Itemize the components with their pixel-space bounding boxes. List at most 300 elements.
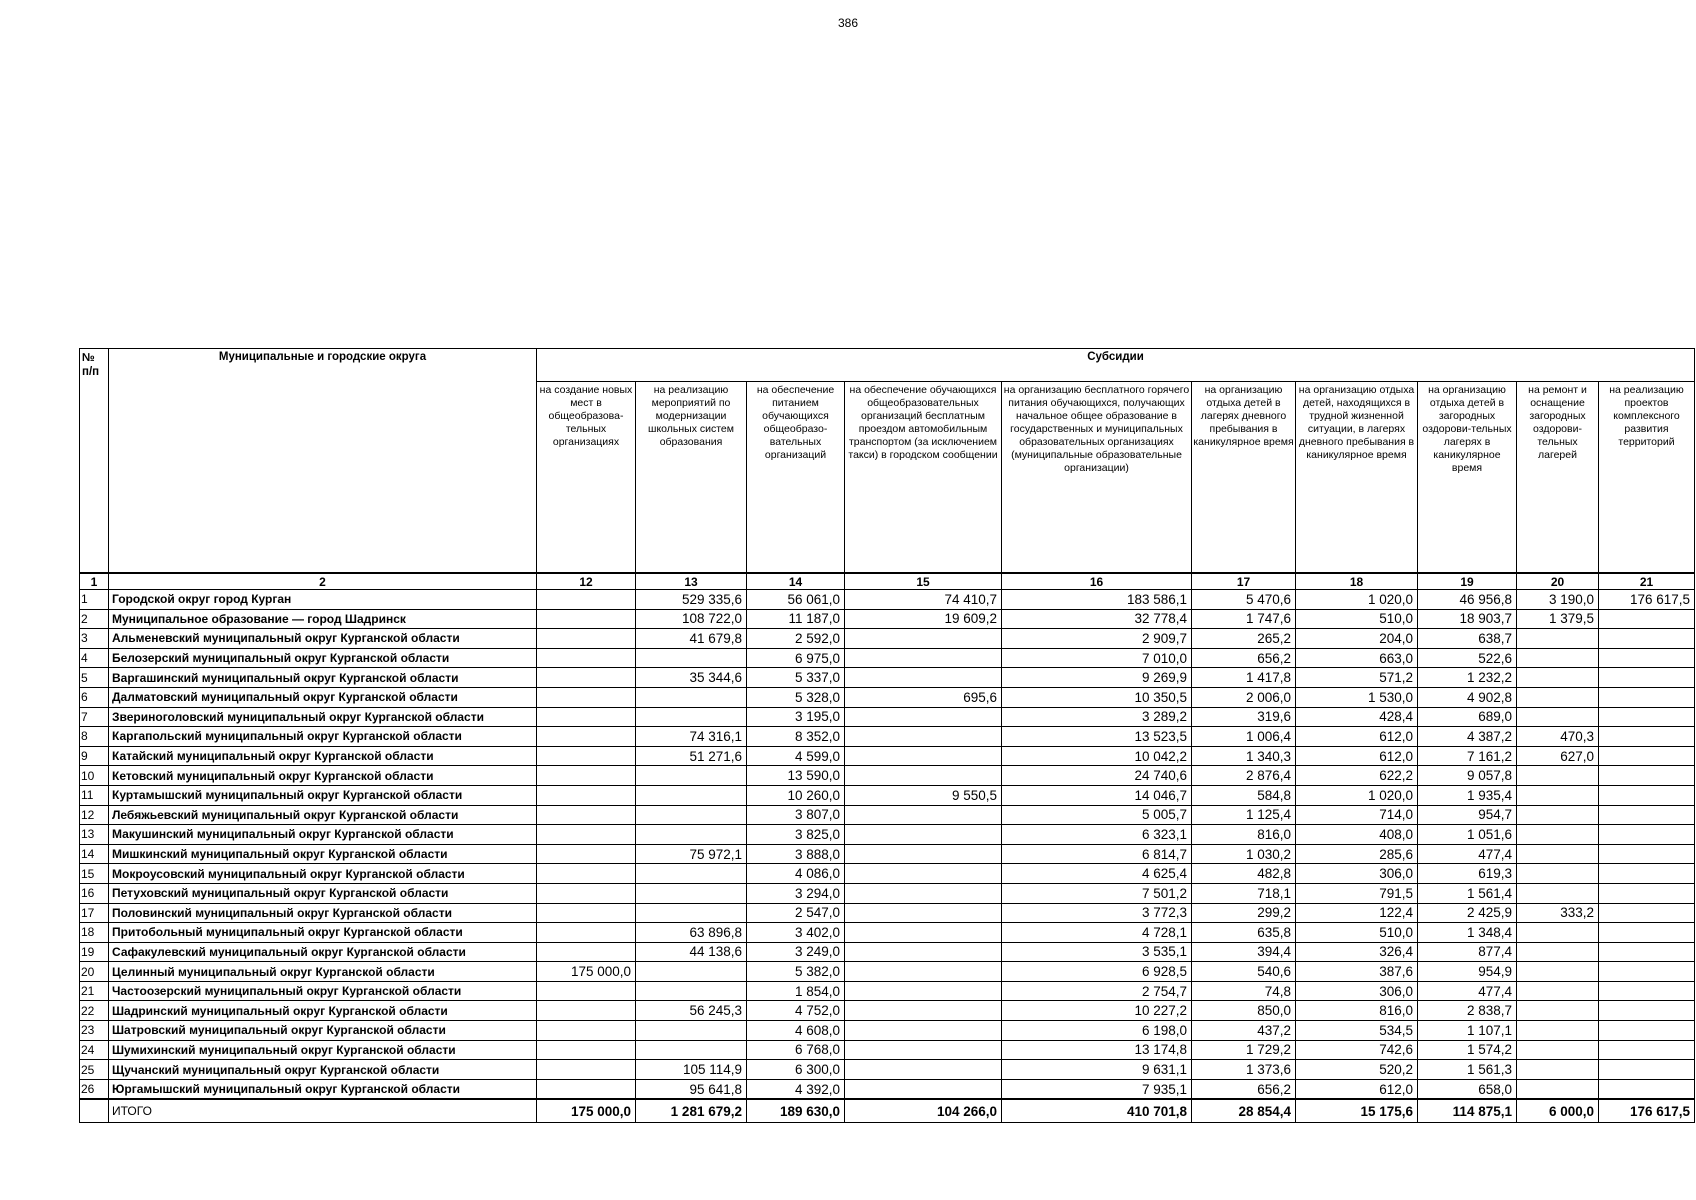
value-cell: 35 344,6 (636, 668, 747, 688)
row-index: 6 (80, 687, 109, 707)
column-description: на организацию отдыха детей, находящихся в трудной жизненной ситуации, в лагерях дневного пребывания в каникулярное время (1296, 382, 1418, 574)
value-cell: 482,8 (1192, 864, 1296, 884)
value-cell: 74 316,1 (636, 727, 747, 747)
value-cell: 1 935,4 (1418, 785, 1517, 805)
value-cell: 7 010,0 (1002, 648, 1192, 668)
column-numbers-row (80, 573, 1695, 590)
value-cell (1599, 629, 1695, 649)
value-cell: 5 005,7 (1002, 805, 1192, 825)
value-cell: 619,3 (1418, 864, 1517, 884)
value-cell: 13 523,5 (1002, 727, 1192, 747)
total-label: ИТОГО (109, 1099, 537, 1123)
value-cell (1517, 805, 1599, 825)
district-name: Кетовский муниципальный округ Курганской области (109, 766, 537, 786)
row-index: 5 (80, 668, 109, 688)
column-description: на организацию бесплатного горячего питания обучающихся, получающих начальное общее образование в государственных и муниципальных образовательных организациях (муниципальные образовательные организации) (1002, 382, 1192, 574)
column-number: 2 (109, 573, 537, 590)
value-cell: 4 728,1 (1002, 923, 1192, 943)
value-cell (1517, 942, 1599, 962)
value-cell (537, 1060, 636, 1080)
district-name: Юргамышский муниципальный округ Курганской области (109, 1079, 537, 1099)
value-cell (636, 687, 747, 707)
column-number: 1 (80, 573, 109, 590)
value-cell (636, 883, 747, 903)
value-cell: 2 909,7 (1002, 629, 1192, 649)
value-cell: 816,0 (1296, 1001, 1418, 1021)
table-row (80, 648, 1695, 668)
subsidies-table-container (79, 348, 1695, 1123)
value-cell: 622,2 (1296, 766, 1418, 786)
column-number: 19 (1418, 573, 1517, 590)
value-cell (1599, 707, 1695, 727)
district-name: Белозерский муниципальный округ Курганской области (109, 648, 537, 668)
value-cell (1599, 825, 1695, 845)
value-cell: 850,0 (1192, 1001, 1296, 1021)
total-value: 114 875,1 (1418, 1099, 1517, 1123)
value-cell: 3 195,0 (747, 707, 845, 727)
value-cell: 1 561,3 (1418, 1060, 1517, 1080)
value-cell (1517, 844, 1599, 864)
subsidies-table (79, 348, 1695, 1123)
page-number: 386 (837, 16, 859, 30)
value-cell: 7 161,2 (1418, 746, 1517, 766)
value-cell: 2 547,0 (747, 903, 845, 923)
value-cell: 63 896,8 (636, 923, 747, 943)
value-cell: 534,5 (1296, 1021, 1418, 1041)
column-description: на создание новых мест в общеобразова-тельных организациях (537, 382, 636, 574)
value-cell: 658,0 (1418, 1079, 1517, 1099)
table-row (80, 942, 1695, 962)
total-value: 28 854,4 (1192, 1099, 1296, 1123)
value-cell (1599, 1021, 1695, 1041)
table-row (80, 805, 1695, 825)
value-cell: 612,0 (1296, 746, 1418, 766)
value-cell (537, 785, 636, 805)
value-cell (845, 766, 1002, 786)
value-cell: 1 125,4 (1192, 805, 1296, 825)
table-row (80, 746, 1695, 766)
value-cell (845, 707, 1002, 727)
table-row (80, 785, 1695, 805)
total-value: 176 617,5 (1599, 1099, 1695, 1123)
column-description: на организацию отдыха детей в лагерях дневного пребывания в каникулярное время (1192, 382, 1296, 574)
value-cell (1599, 648, 1695, 668)
column-number: 18 (1296, 573, 1418, 590)
value-cell: 5 328,0 (747, 687, 845, 707)
value-cell: 6 323,1 (1002, 825, 1192, 845)
value-cell (1517, 668, 1599, 688)
column-number: 21 (1599, 573, 1695, 590)
value-cell: 18 903,7 (1418, 609, 1517, 629)
district-name: Шадринский муниципальный округ Курганской области (109, 1001, 537, 1021)
value-cell: 1 574,2 (1418, 1040, 1517, 1060)
value-cell (537, 1079, 636, 1099)
total-value: 189 630,0 (747, 1099, 845, 1123)
row-index: 12 (80, 805, 109, 825)
value-cell (537, 883, 636, 903)
value-cell: 627,0 (1517, 746, 1599, 766)
value-cell (1599, 727, 1695, 747)
value-cell (845, 668, 1002, 688)
value-cell: 714,0 (1296, 805, 1418, 825)
value-cell (1599, 883, 1695, 903)
value-cell: 7 501,2 (1002, 883, 1192, 903)
column-description: на реализацию мероприятий по модернизации школьных систем образования (636, 382, 747, 574)
district-name: Звериноголовский муниципальный округ Курганской области (109, 707, 537, 727)
value-cell: 816,0 (1192, 825, 1296, 845)
row-index: 3 (80, 629, 109, 649)
value-cell: 4 902,8 (1418, 687, 1517, 707)
total-value: 410 701,8 (1002, 1099, 1192, 1123)
value-cell: 11 187,0 (747, 609, 845, 629)
value-cell: 3 535,1 (1002, 942, 1192, 962)
value-cell (537, 825, 636, 845)
value-cell: 285,6 (1296, 844, 1418, 864)
value-cell (845, 648, 1002, 668)
num-header: № п/п (80, 349, 109, 574)
value-cell (1599, 609, 1695, 629)
column-description: на организацию отдыха детей в загородных оздорови-тельных лагерях в каникулярное время (1418, 382, 1517, 574)
district-name: Каргапольский муниципальный округ Курганской области (109, 727, 537, 747)
value-cell (1599, 687, 1695, 707)
value-cell: 2 006,0 (1192, 687, 1296, 707)
district-name: Далматовский муниципальный округ Курганской области (109, 687, 537, 707)
value-cell (537, 805, 636, 825)
value-cell: 32 778,4 (1002, 609, 1192, 629)
value-cell: 3 772,3 (1002, 903, 1192, 923)
value-cell: 1 561,4 (1418, 883, 1517, 903)
value-cell (537, 687, 636, 707)
table-row (80, 687, 1695, 707)
value-cell: 10 227,2 (1002, 1001, 1192, 1021)
value-cell: 6 300,0 (747, 1060, 845, 1080)
value-cell (845, 883, 1002, 903)
value-cell: 522,6 (1418, 648, 1517, 668)
total-value: 15 175,6 (1296, 1099, 1418, 1123)
value-cell (1517, 766, 1599, 786)
value-cell: 19 609,2 (845, 609, 1002, 629)
table-row (80, 825, 1695, 845)
value-cell: 1 530,0 (1296, 687, 1418, 707)
table-row (80, 864, 1695, 884)
value-cell (537, 1021, 636, 1041)
value-cell: 14 046,7 (1002, 785, 1192, 805)
value-cell (1599, 942, 1695, 962)
value-cell (537, 923, 636, 943)
value-cell (636, 825, 747, 845)
row-index: 7 (80, 707, 109, 727)
table-row (80, 707, 1695, 727)
value-cell: 3 289,2 (1002, 707, 1192, 727)
value-cell: 3 190,0 (1517, 590, 1599, 610)
value-cell (1517, 864, 1599, 884)
value-cell (1517, 923, 1599, 943)
value-cell (537, 981, 636, 1001)
total-row (80, 1099, 1695, 1123)
value-cell: 9 550,5 (845, 785, 1002, 805)
value-cell (1517, 883, 1599, 903)
district-name: Мокроусовский муниципальный округ Курганской области (109, 864, 537, 884)
value-cell: 635,8 (1192, 923, 1296, 943)
row-index: 10 (80, 766, 109, 786)
total-value: 1 281 679,2 (636, 1099, 747, 1123)
value-cell: 46 956,8 (1418, 590, 1517, 610)
value-cell (537, 1001, 636, 1021)
row-index: 22 (80, 1001, 109, 1021)
value-cell (537, 727, 636, 747)
column-number: 17 (1192, 573, 1296, 590)
value-cell: 306,0 (1296, 864, 1418, 884)
row-index: 2 (80, 609, 109, 629)
district-name: Катайский муниципальный округ Курганской области (109, 746, 537, 766)
value-cell: 1 417,8 (1192, 668, 1296, 688)
district-name: Лебяжьевский муниципальный округ Курганской области (109, 805, 537, 825)
column-description: на ремонт и оснащение загородных оздорови-тельных лагерей (1517, 382, 1599, 574)
column-number: 12 (537, 573, 636, 590)
value-cell: 6 814,7 (1002, 844, 1192, 864)
value-cell (1599, 903, 1695, 923)
row-index: 24 (80, 1040, 109, 1060)
value-cell (537, 629, 636, 649)
value-cell (845, 981, 1002, 1001)
value-cell (1517, 687, 1599, 707)
value-cell (1599, 1060, 1695, 1080)
value-cell: 656,2 (1192, 648, 1296, 668)
value-cell (845, 844, 1002, 864)
column-number: 20 (1517, 573, 1599, 590)
value-cell: 6 975,0 (747, 648, 845, 668)
row-index: 18 (80, 923, 109, 943)
table-row (80, 1001, 1695, 1021)
value-cell: 1 348,4 (1418, 923, 1517, 943)
value-cell (537, 746, 636, 766)
value-cell: 3 807,0 (747, 805, 845, 825)
value-cell: 183 586,1 (1002, 590, 1192, 610)
value-cell: 4 625,4 (1002, 864, 1192, 884)
value-cell (845, 727, 1002, 747)
value-cell (636, 766, 747, 786)
district-name: Альменевский муниципальный округ Курганской области (109, 629, 537, 649)
value-cell: 9 057,8 (1418, 766, 1517, 786)
value-cell (845, 903, 1002, 923)
district-name: Частоозерский муниципальный округ Курганской области (109, 981, 537, 1001)
value-cell: 265,2 (1192, 629, 1296, 649)
value-cell: 44 138,6 (636, 942, 747, 962)
value-cell (1517, 707, 1599, 727)
value-cell (636, 1040, 747, 1060)
value-cell: 319,6 (1192, 707, 1296, 727)
district-name: Мишкинский муниципальный округ Курганской области (109, 844, 537, 864)
value-cell (1599, 805, 1695, 825)
value-cell (636, 1021, 747, 1041)
value-cell (845, 1040, 1002, 1060)
value-cell: 4 392,0 (747, 1079, 845, 1099)
value-cell: 612,0 (1296, 1079, 1418, 1099)
row-index: 4 (80, 648, 109, 668)
value-cell: 122,4 (1296, 903, 1418, 923)
district-name: Макушинский муниципальный округ Курганской области (109, 825, 537, 845)
value-cell: 1 051,6 (1418, 825, 1517, 845)
value-cell: 306,0 (1296, 981, 1418, 1001)
value-cell (845, 864, 1002, 884)
column-number: 13 (636, 573, 747, 590)
value-cell: 663,0 (1296, 648, 1418, 668)
value-cell: 4 387,2 (1418, 727, 1517, 747)
value-cell (1517, 1021, 1599, 1041)
value-cell (636, 903, 747, 923)
value-cell (1599, 668, 1695, 688)
value-cell: 520,2 (1296, 1060, 1418, 1080)
value-cell (537, 590, 636, 610)
value-cell (537, 864, 636, 884)
total-index-cell (80, 1099, 109, 1123)
value-cell: 1 030,2 (1192, 844, 1296, 864)
district-name: Муниципальное образование — город Шадринск (109, 609, 537, 629)
value-cell (1517, 981, 1599, 1001)
value-cell: 175 000,0 (537, 962, 636, 982)
value-cell: 584,8 (1192, 785, 1296, 805)
total-value: 175 000,0 (537, 1099, 636, 1123)
value-cell: 3 249,0 (747, 942, 845, 962)
value-cell: 540,6 (1192, 962, 1296, 982)
value-cell: 477,4 (1418, 844, 1517, 864)
district-name: Притобольный муниципальный округ Курганской области (109, 923, 537, 943)
value-cell: 529 335,6 (636, 590, 747, 610)
value-cell: 718,1 (1192, 883, 1296, 903)
table-row (80, 923, 1695, 943)
value-cell: 3 825,0 (747, 825, 845, 845)
table-row (80, 1040, 1695, 1060)
column-description: на обеспечение питанием обучающихся общеобразо-вательных организаций (747, 382, 845, 574)
value-cell (1599, 1040, 1695, 1060)
table-row (80, 1060, 1695, 1080)
value-cell: 612,0 (1296, 727, 1418, 747)
district-name: Шатровский муниципальный округ Курганской области (109, 1021, 537, 1041)
value-cell (537, 648, 636, 668)
value-cell (537, 609, 636, 629)
district-name: Половинский муниципальный округ Курганской области (109, 903, 537, 923)
value-cell: 437,2 (1192, 1021, 1296, 1041)
value-cell: 3 888,0 (747, 844, 845, 864)
row-index: 16 (80, 883, 109, 903)
value-cell: 6 198,0 (1002, 1021, 1192, 1041)
column-description: на реализацию проектов комплексного развития территорий (1599, 382, 1695, 574)
value-cell: 1 854,0 (747, 981, 845, 1001)
value-cell (845, 825, 1002, 845)
table-row (80, 766, 1695, 786)
row-index: 14 (80, 844, 109, 864)
value-cell: 394,4 (1192, 942, 1296, 962)
value-cell: 5 382,0 (747, 962, 845, 982)
value-cell: 3 294,0 (747, 883, 845, 903)
value-cell: 95 641,8 (636, 1079, 747, 1099)
value-cell (845, 942, 1002, 962)
value-cell: 7 935,1 (1002, 1079, 1192, 1099)
subsidies-header: Субсидии (537, 349, 1695, 382)
value-cell: 470,3 (1517, 727, 1599, 747)
table-row (80, 727, 1695, 747)
row-index: 8 (80, 727, 109, 747)
value-cell: 105 114,9 (636, 1060, 747, 1080)
total-value: 104 266,0 (845, 1099, 1002, 1123)
value-cell (1517, 785, 1599, 805)
value-cell: 954,7 (1418, 805, 1517, 825)
value-cell (537, 903, 636, 923)
table-row (80, 844, 1695, 864)
row-index: 11 (80, 785, 109, 805)
value-cell (537, 1040, 636, 1060)
district-name: Варгашинский муниципальный округ Курганской области (109, 668, 537, 688)
value-cell (1599, 923, 1695, 943)
value-cell: 2 754,7 (1002, 981, 1192, 1001)
value-cell: 387,6 (1296, 962, 1418, 982)
value-cell (845, 629, 1002, 649)
value-cell: 326,4 (1296, 942, 1418, 962)
value-cell: 4 752,0 (747, 1001, 845, 1021)
value-cell: 408,0 (1296, 825, 1418, 845)
value-cell (1599, 844, 1695, 864)
value-cell: 176 617,5 (1599, 590, 1695, 610)
value-cell (1599, 864, 1695, 884)
value-cell (537, 766, 636, 786)
value-cell (1517, 962, 1599, 982)
value-cell: 9 631,1 (1002, 1060, 1192, 1080)
value-cell: 204,0 (1296, 629, 1418, 649)
value-cell: 74,8 (1192, 981, 1296, 1001)
table-row (80, 883, 1695, 903)
value-cell: 5 337,0 (747, 668, 845, 688)
value-cell: 656,2 (1192, 1079, 1296, 1099)
value-cell: 10 260,0 (747, 785, 845, 805)
value-cell (1517, 629, 1599, 649)
value-cell: 1 379,5 (1517, 609, 1599, 629)
value-cell: 56 061,0 (747, 590, 845, 610)
value-cell (636, 648, 747, 668)
value-cell: 13 590,0 (747, 766, 845, 786)
value-cell (845, 746, 1002, 766)
value-cell (636, 981, 747, 1001)
value-cell: 10 350,5 (1002, 687, 1192, 707)
row-index: 9 (80, 746, 109, 766)
row-index: 26 (80, 1079, 109, 1099)
value-cell: 10 042,2 (1002, 746, 1192, 766)
district-name: Сафакулевский муниципальный округ Курганской области (109, 942, 537, 962)
value-cell (537, 707, 636, 727)
district-name: Куртамышский муниципальный округ Курганской области (109, 785, 537, 805)
value-cell (1599, 981, 1695, 1001)
value-cell (1517, 1001, 1599, 1021)
value-cell: 1 373,6 (1192, 1060, 1296, 1080)
value-cell: 510,0 (1296, 923, 1418, 943)
table-row (80, 962, 1695, 982)
row-index: 13 (80, 825, 109, 845)
value-cell (1517, 825, 1599, 845)
value-cell (1599, 1079, 1695, 1099)
district-name: Шумихинский муниципальный округ Курганской области (109, 1040, 537, 1060)
value-cell: 571,2 (1296, 668, 1418, 688)
value-cell: 1 107,1 (1418, 1021, 1517, 1041)
value-cell (537, 668, 636, 688)
column-number: 16 (1002, 573, 1192, 590)
value-cell: 6 928,5 (1002, 962, 1192, 982)
value-cell: 428,4 (1296, 707, 1418, 727)
value-cell: 2 876,4 (1192, 766, 1296, 786)
value-cell (1517, 1040, 1599, 1060)
value-cell (636, 707, 747, 727)
value-cell: 5 470,6 (1192, 590, 1296, 610)
value-cell (537, 942, 636, 962)
district-name: Городской округ город Курган (109, 590, 537, 610)
